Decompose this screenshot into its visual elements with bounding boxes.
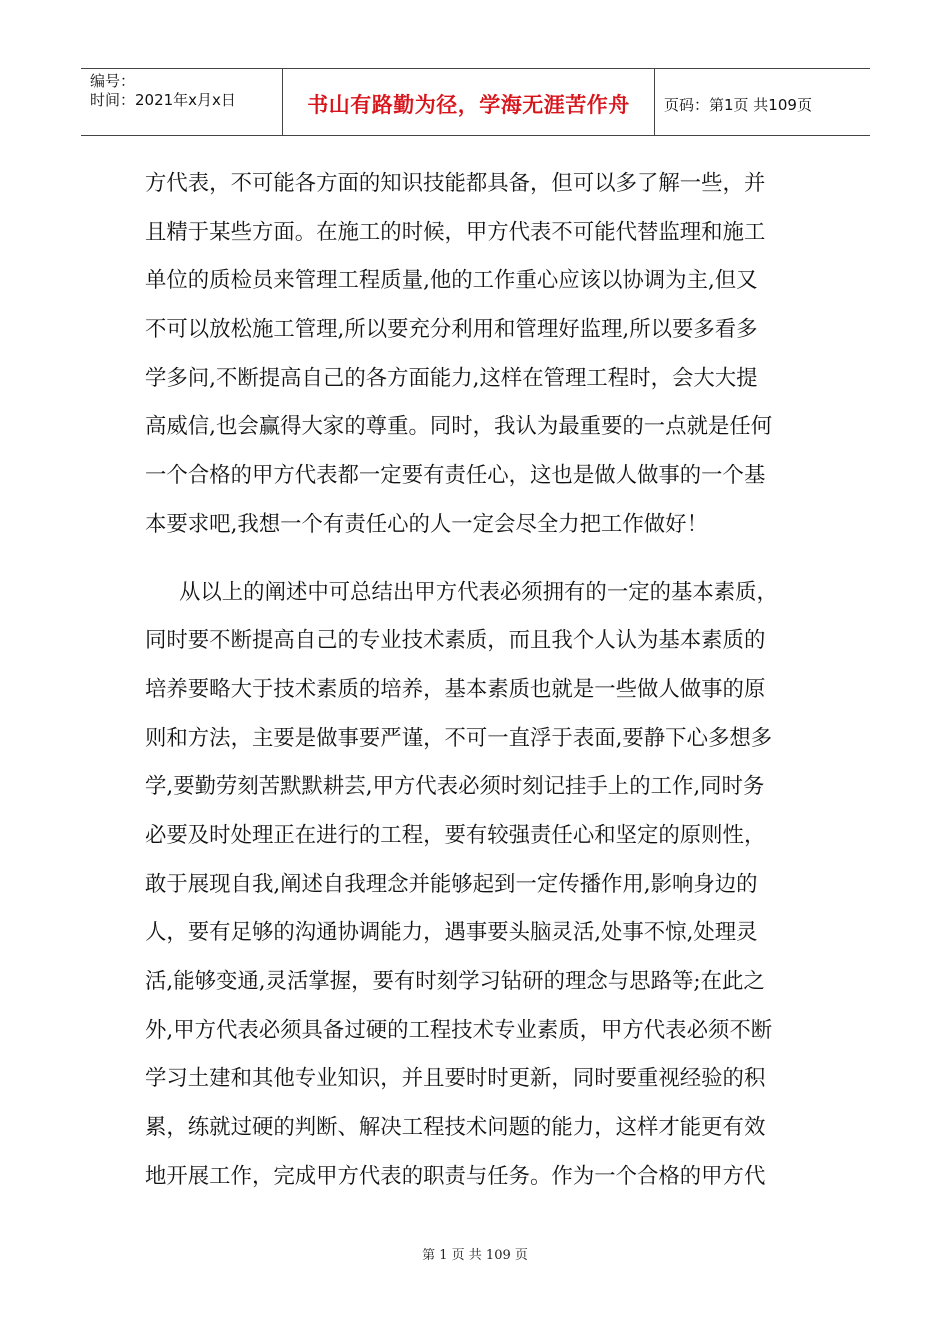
text-line: 累，练就过硬的判断、解决工程技术问题的能力，这样才能更有效 — [145, 1115, 766, 1141]
time-label: 时间：2021年x月x日 — [90, 91, 236, 109]
text-line: 一个合格的甲方代表都一定要有责任心，这也是做人做事的一个基 — [145, 463, 766, 489]
text-line: 从以上的阐述中可总结出甲方代表必须拥有的一定的基本素质， — [179, 579, 778, 605]
text-line: 活,能够变通,灵活掌握，要有时刻学习钻研的理念与思路等;在此之 — [145, 969, 765, 994]
text-line: 单位的质检员来管理工程质量,他的工作重心应该以协调为主,但又 — [145, 268, 758, 294]
text-line: 同时要不断提高自己的专业技术素质，而且我个人认为基本素质的 — [145, 628, 766, 654]
text-line: 地开展工作，完成甲方代表的职责与任务。作为一个合格的甲方代 — [145, 1163, 766, 1189]
header-motto: 书山有路勤为径，学海无涯苦作舟 — [307, 93, 630, 117]
text-line: 培养要略大于技术素质的培养，基本素质也就是一些做人做事的原 — [145, 676, 766, 702]
text-line: 学,要勤劳刻苦默默耕芸,甲方代表必须时刻记挂手上的工作,同时务 — [145, 774, 765, 800]
text-line: 不可以放松施工管理,所以要充分利用和管理好监理,所以要多看多 — [145, 317, 758, 343]
page-footer: 第 1 页 共 109 页 — [422, 1248, 528, 1263]
text-line: 人，要有足够的沟通协调能力，遇事要头脑灵活,处事不惊,处理灵 — [145, 920, 758, 946]
paragraph-gap — [145, 550, 805, 569]
number-label: 编号： — [90, 72, 136, 90]
document-header — [81, 68, 870, 136]
paragraph-1 — [145, 160, 805, 550]
text-line: 高威信,也会赢得大家的尊重。同时，我认为最重要的一点就是任何 — [145, 414, 773, 440]
paragraph-2 — [145, 569, 805, 1202]
text-line: 学多问,不断提高自己的各方面能力,这样在管理工程时，会大大提 — [145, 365, 758, 391]
text-line: 必要及时处理正在进行的工程，要有较强责任心和坚定的原则性， — [145, 822, 766, 848]
document-body — [145, 160, 805, 1201]
text-line: 本要求吧,我想一个有责任心的人一定会尽全力把工作做好！ — [145, 511, 708, 537]
header-meta — [81, 69, 283, 135]
text-line: 且精于某些方面。在施工的时候，甲方代表不可能代替监理和施工 — [145, 219, 766, 245]
text-line: 敢于展现自我,阐述自我理念并能够起到一定传播作用,影响身边的 — [145, 871, 758, 897]
header-page-code: 页码：第1页 共109页 — [664, 95, 812, 114]
text-line: 学习土建和其他专业知识，并且要时时更新，同时要重视经验的积 — [145, 1066, 766, 1092]
header-motto-cell — [283, 69, 655, 135]
text-line: 方代表，不可能各方面的知识技能都具备，但可以多了解一些，并 — [145, 171, 766, 196]
text-line: 外,甲方代表必须具备过硬的工程技术专业素质，甲方代表必须不断 — [145, 1017, 773, 1043]
text-line: 则和方法，主要是做事要严谨，不可一直浮于表面,要静下心多想多 — [145, 725, 773, 751]
